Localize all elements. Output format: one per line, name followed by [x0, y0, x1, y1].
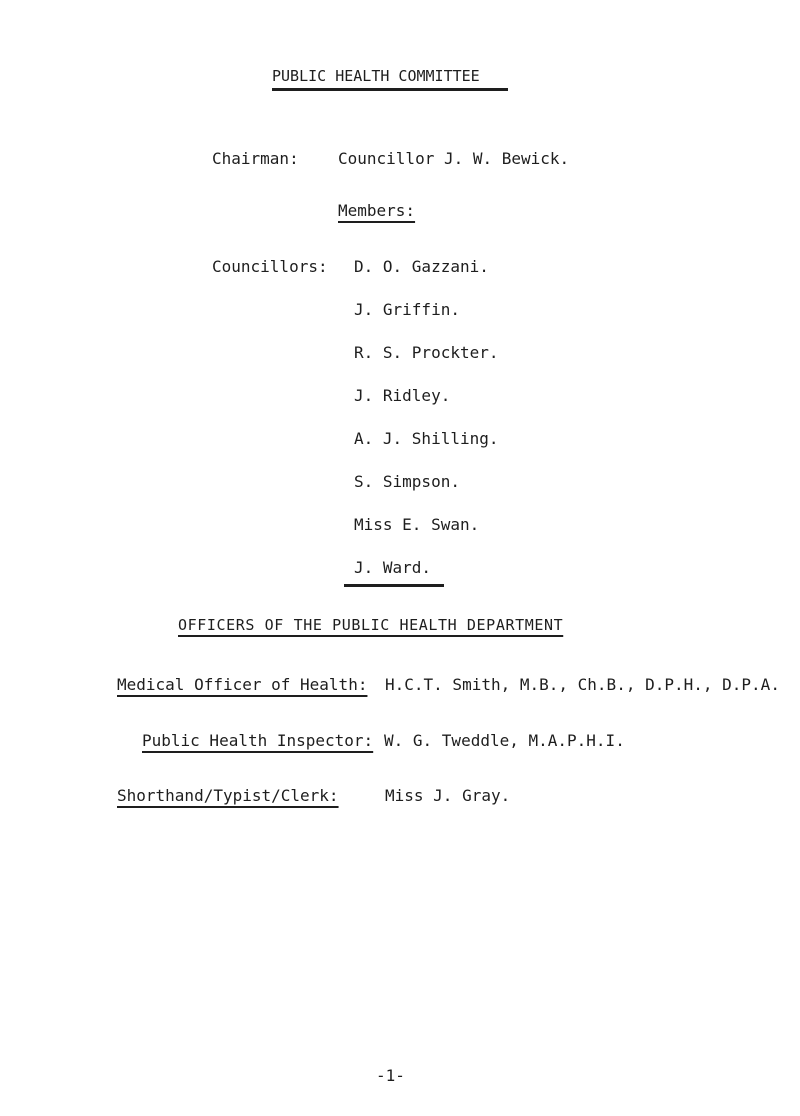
- member-name: A. J. Shilling.: [354, 429, 499, 448]
- member-name: J. Griffin.: [354, 300, 460, 319]
- member-name: Miss E. Swan.: [354, 515, 480, 534]
- officer-name: W. G. Tweddle, M.A.P.H.I.: [384, 731, 625, 750]
- member-name: D. O. Gazzani.: [354, 257, 489, 276]
- title-underline: [272, 88, 508, 91]
- officer-role: Shorthand/Typist/Clerk:: [117, 786, 339, 805]
- section-divider: [344, 584, 444, 587]
- committee-title: PUBLIC HEALTH COMMITTEE: [272, 67, 480, 85]
- members-heading: Members:: [338, 201, 416, 220]
- officer-name: Miss J. Gray.: [385, 786, 511, 805]
- councillors-label: Councillors:: [212, 257, 328, 276]
- officer-name: H.C.T. Smith, M.B., Ch.B., D.P.H., D.P.A.: [385, 675, 780, 694]
- chairman-name: Councillor J. W. Bewick.: [338, 149, 570, 168]
- officer-role: Public Health Inspector:: [142, 731, 374, 750]
- page-number: -1-: [376, 1066, 405, 1085]
- member-name: J. Ward.: [354, 558, 432, 577]
- officers-heading: OFFICERS OF THE PUBLIC HEALTH DEPARTMENT: [178, 616, 564, 634]
- member-name: R. S. Prockter.: [354, 343, 499, 362]
- member-name: S. Simpson.: [354, 472, 460, 491]
- member-name: J. Ridley.: [354, 386, 451, 405]
- officer-role: Medical Officer of Health:: [117, 675, 368, 694]
- chairman-label: Chairman:: [212, 149, 299, 168]
